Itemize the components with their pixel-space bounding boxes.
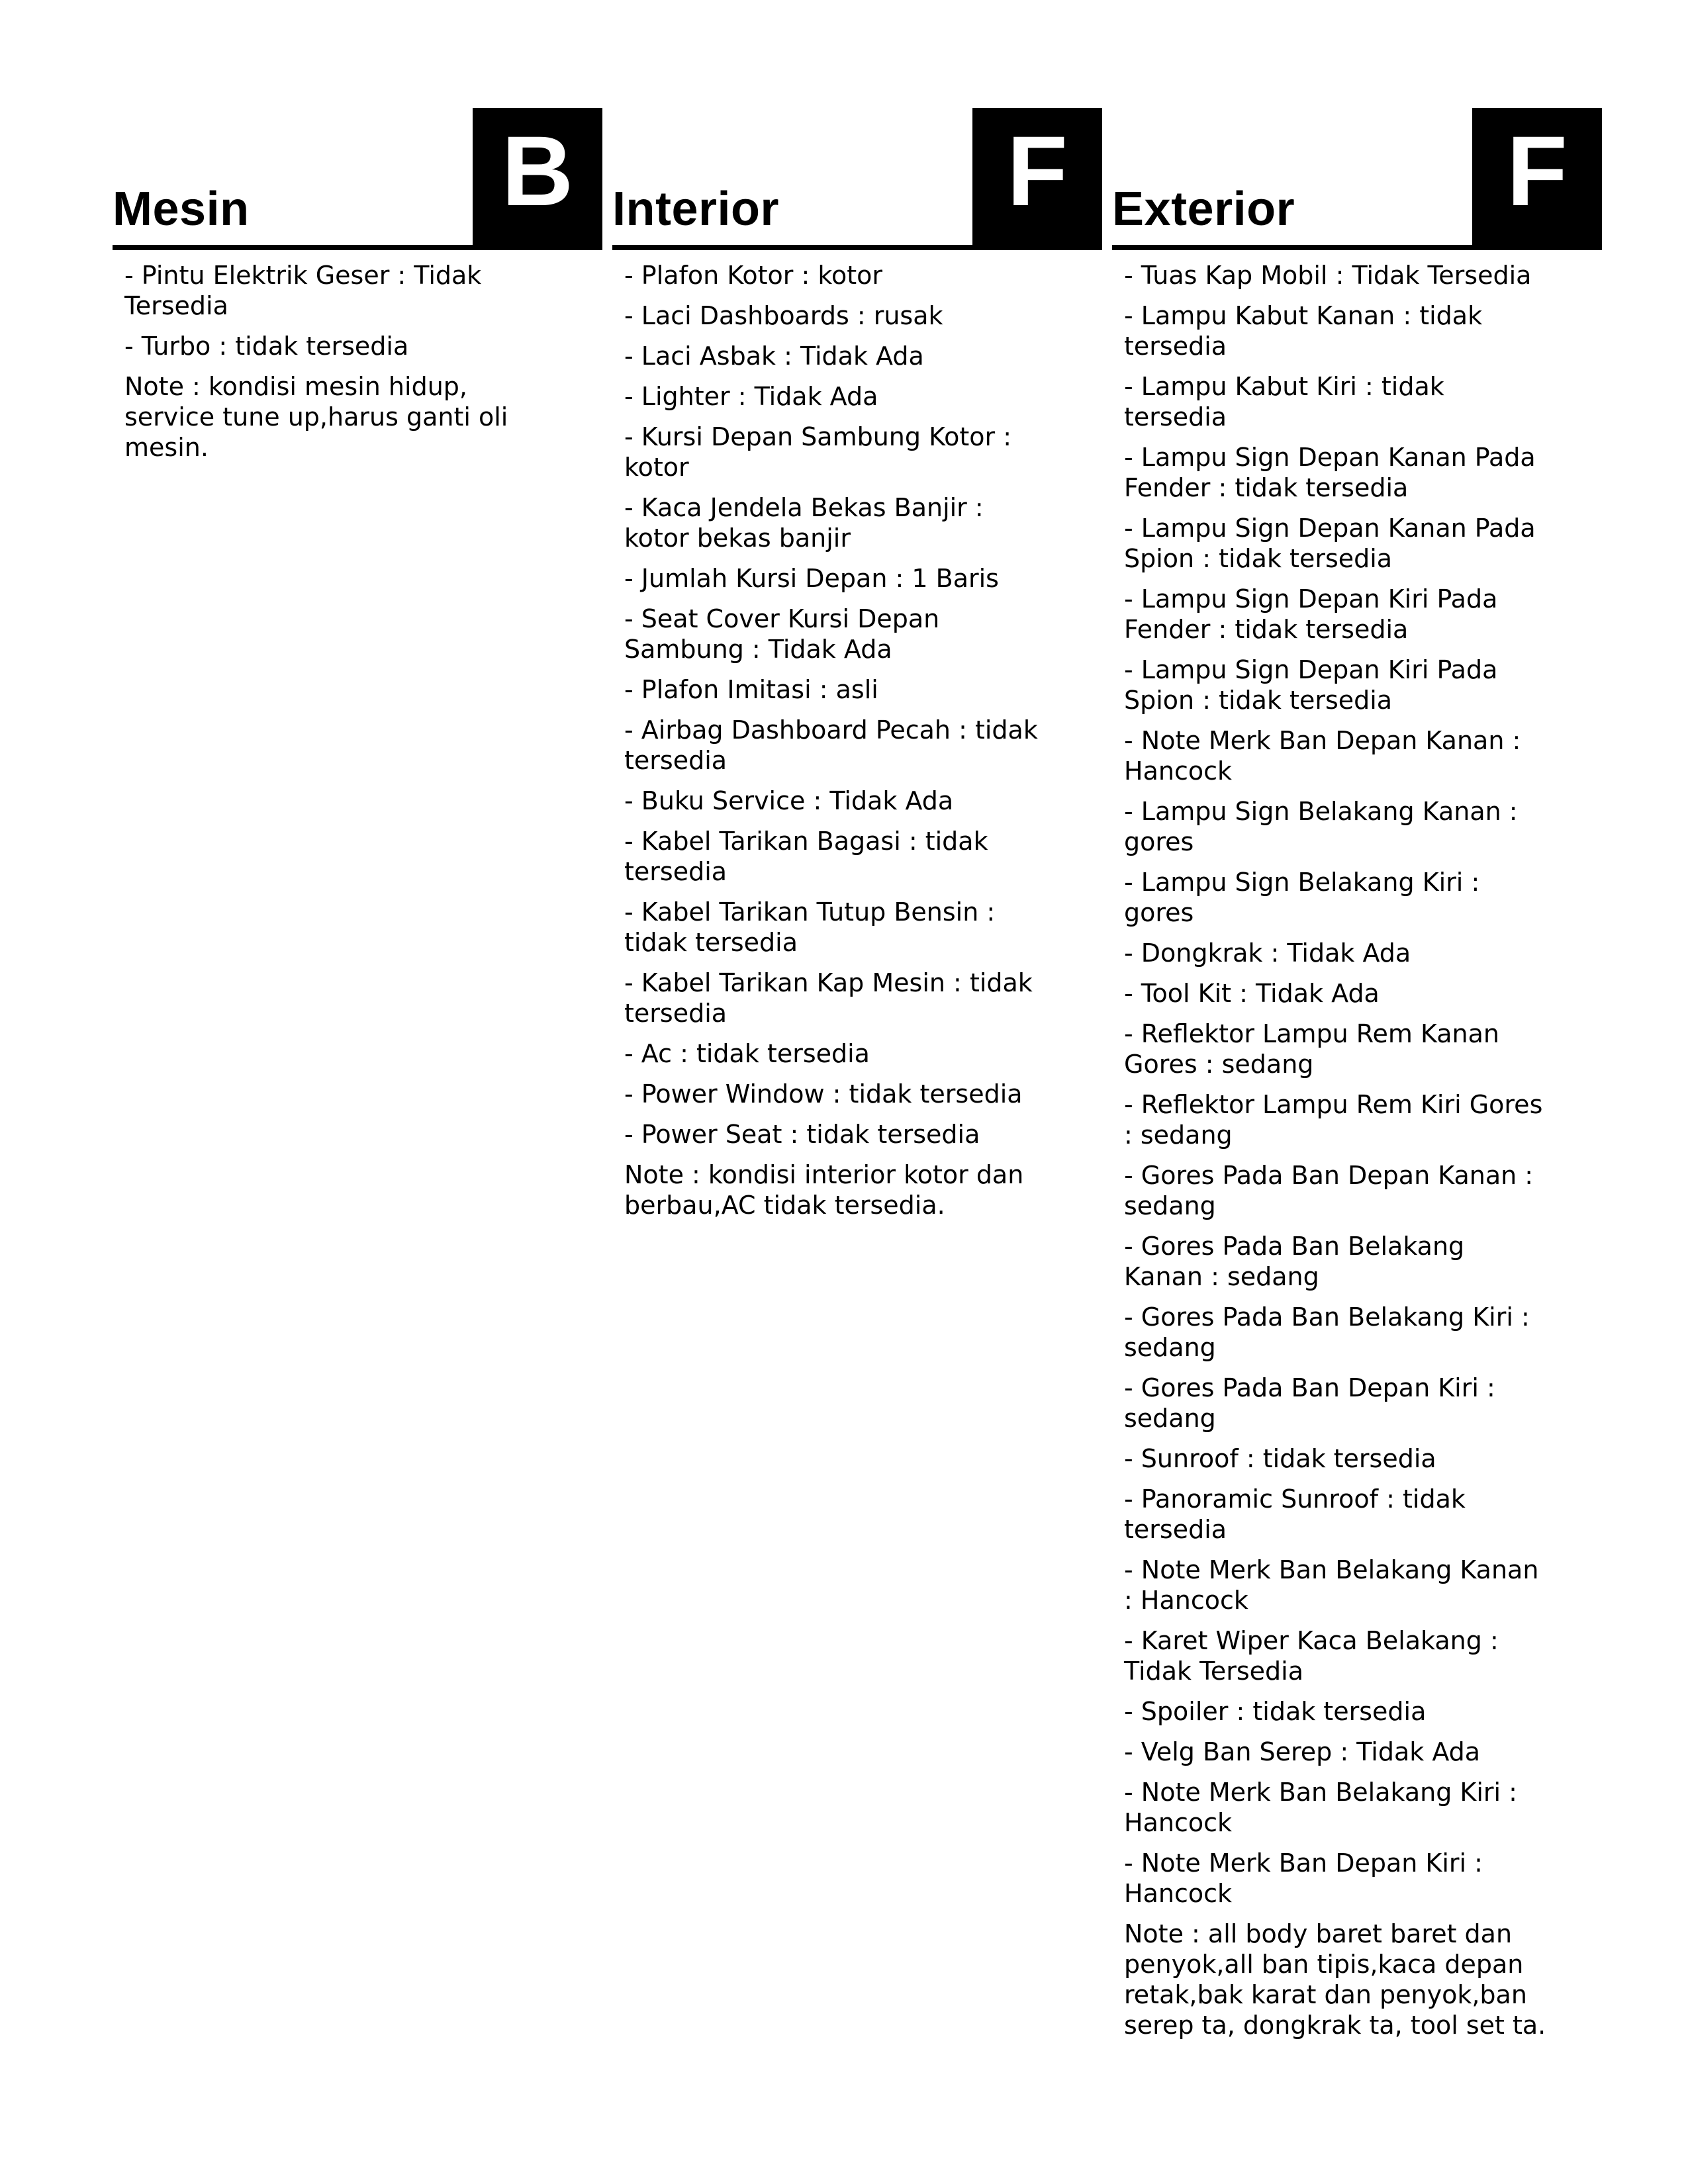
section-mesin (113, 108, 602, 463)
list-item: - Note Merk Ban Belakang Kiri : Hancock (1124, 1778, 1517, 1837)
list-item: - Gores Pada Ban Belakang Kanan : sedang (1124, 1232, 1465, 1291)
list-item: - Reflektor Lampu Rem Kiri Gores : sedang (1124, 1090, 1543, 1150)
section-header (612, 108, 1102, 250)
section-title: Mesin (113, 183, 250, 236)
list-item: - Kaca Jendela Bekas Banjir : kotor bekas banjir (624, 493, 984, 553)
list-item: - Lampu Sign Depan Kiri Pada Spion : tidak tersedia (1124, 655, 1498, 715)
list-item: - Note Merk Ban Depan Kiri : Hancock (1124, 1848, 1483, 1908)
list-item: - Gores Pada Ban Depan Kiri : sedang (1124, 1373, 1495, 1433)
item-list (612, 250, 1048, 1150)
list-item: - Jumlah Kursi Depan : 1 Baris (624, 564, 999, 593)
list-item: - Turbo : tidak tersedia (124, 332, 409, 361)
section-exterior (1112, 108, 1602, 2040)
list-item: - Dongkrak : Tidak Ada (1124, 938, 1411, 968)
section-header (1112, 108, 1602, 250)
section-note: Note : all body baret baret dan penyok,all ban tipis,kaca depan retak,bak karat dan penyok,ban serep ta, dongkrak ta, tool set ta. (1124, 1919, 1546, 2040)
item-list (1112, 250, 1548, 1909)
section-header (113, 108, 602, 250)
list-item: - Power Window : tidak tersedia (624, 1079, 1023, 1109)
list-item: - Note Merk Ban Depan Kanan : Hancock (1124, 726, 1521, 786)
grade-badge: B (473, 108, 602, 245)
grade-badge: F (1472, 108, 1602, 245)
list-item: - Lampu Kabut Kanan : tidak tersedia (1124, 301, 1483, 361)
list-item: - Pintu Elektrik Geser : Tidak Tersedia (124, 261, 482, 320)
list-item: - Laci Dashboards : rusak (624, 301, 943, 330)
list-item: - Velg Ban Serep : Tidak Ada (1124, 1737, 1481, 1766)
section-title: Interior (612, 183, 780, 236)
list-item: - Lampu Kabut Kiri : tidak tersedia (1124, 372, 1444, 432)
list-item: - Laci Asbak : Tidak Ada (624, 341, 924, 371)
list-item: - Sunroof : tidak tersedia (1124, 1444, 1436, 1473)
list-item: - Lampu Sign Belakang Kanan : gores (1124, 797, 1518, 856)
section-note: Note : kondisi mesin hidup, service tune up,harus ganti oli mesin. (124, 372, 508, 462)
list-item: - Kabel Tarikan Bagasi : tidak tersedia (624, 827, 988, 886)
list-item: - Kabel Tarikan Kap Mesin : tidak tersedia (624, 968, 1033, 1028)
list-item: - Note Merk Ban Belakang Kanan : Hancock (1124, 1555, 1539, 1615)
list-item: - Lampu Sign Depan Kiri Pada Fender : tidak tersedia (1124, 584, 1498, 644)
list-item: - Gores Pada Ban Belakang Kiri : sedang (1124, 1302, 1530, 1362)
section-interior (612, 108, 1102, 1220)
list-item: - Tuas Kap Mobil : Tidak Tersedia (1124, 261, 1532, 290)
list-item: - Kabel Tarikan Tutup Bensin : tidak tersedia (624, 897, 996, 957)
list-item: - Buku Service : Tidak Ada (624, 786, 954, 815)
list-item: - Ac : tidak tersedia (624, 1039, 870, 1068)
item-list (113, 250, 548, 361)
grade-badge: F (972, 108, 1102, 245)
list-item: - Airbag Dashboard Pecah : tidak tersedia (624, 715, 1038, 775)
list-item: - Kursi Depan Sambung Kotor : kotor (624, 422, 1012, 482)
list-item: - Plafon Kotor : kotor (624, 261, 883, 290)
list-item: - Lampu Sign Depan Kanan Pada Spion : tidak tersedia (1124, 514, 1536, 573)
list-item: - Tool Kit : Tidak Ada (1124, 979, 1380, 1008)
list-item: - Power Seat : tidak tersedia (624, 1120, 980, 1149)
section-note: Note : kondisi interior kotor dan berbau,AC tidak tersedia. (624, 1160, 1024, 1220)
list-item: - Karet Wiper Kaca Belakang : Tidak Tersedia (1124, 1626, 1499, 1686)
list-item: - Lighter : Tidak Ada (624, 382, 878, 411)
list-item: - Gores Pada Ban Depan Kanan : sedang (1124, 1161, 1534, 1220)
list-item: - Lampu Sign Depan Kanan Pada Fender : tidak tersedia (1124, 443, 1536, 502)
list-item: - Reflektor Lampu Rem Kanan Gores : sedang (1124, 1019, 1499, 1079)
section-title: Exterior (1112, 183, 1295, 236)
list-item: - Plafon Imitasi : asli (624, 675, 878, 704)
list-item: - Lampu Sign Belakang Kiri : gores (1124, 868, 1480, 927)
list-item: - Spoiler : tidak tersedia (1124, 1697, 1427, 1726)
list-item: - Seat Cover Kursi Depan Sambung : Tidak Ada (624, 604, 940, 664)
list-item: - Panoramic Sunroof : tidak tersedia (1124, 1484, 1466, 1544)
